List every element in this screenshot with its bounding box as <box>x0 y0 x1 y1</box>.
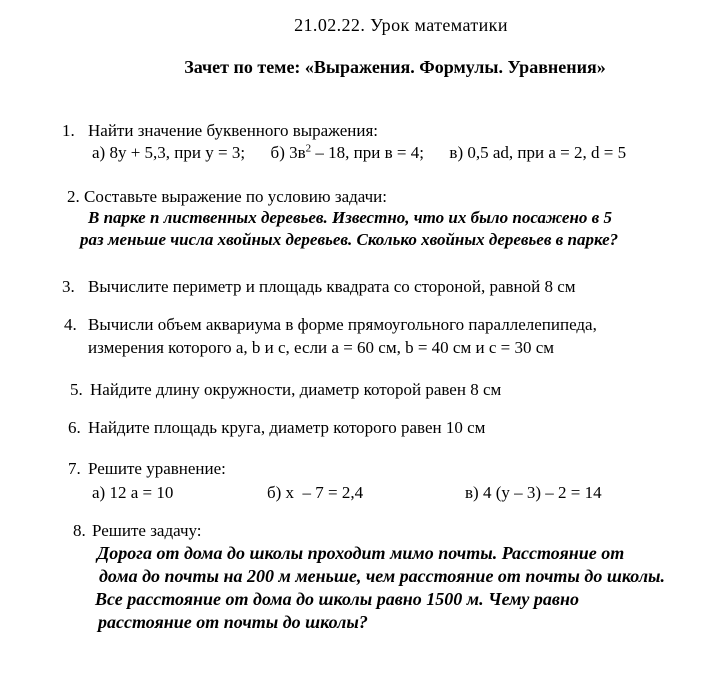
item-6-number: 6. <box>68 418 81 437</box>
item-6-line <box>0 416 726 439</box>
item-5-number: 5. <box>70 380 83 399</box>
equation-a: а) 12 а = 10 <box>92 483 174 502</box>
item-4-line-1 <box>0 313 726 336</box>
problem-text: Дорога от дома до школы проходит мимо почты. Расстояние от <box>97 543 625 563</box>
superscript-exponent: 2 <box>305 142 312 155</box>
item-8-problem-line-4 <box>0 611 726 634</box>
problem-text: В парке n лиственных деревьев. Известно, что их было посажено в 5 <box>88 208 612 227</box>
item-8-text: Решите задачу: <box>92 521 202 540</box>
item-6-text: Найдите площадь круга, диаметр которого равен 10 см <box>88 418 486 437</box>
item-7-line <box>0 457 726 480</box>
problem-text: дома до почты на 200 м меньше, чем расстояние от почты до школы. <box>99 566 666 586</box>
page-subtitle: Зачет по теме: «Выражения. Формулы. Уравнения» <box>184 57 606 77</box>
item-1-text: Найти значение буквенного выражения: <box>88 121 378 140</box>
problem-text: Все расстояние от дома до школы равно 1500 м. Чему равно <box>95 589 579 609</box>
item-2-line <box>0 185 726 208</box>
equation-c: в) 4 (у – 3) – 2 = 14 <box>465 483 602 502</box>
item-1-line <box>0 119 726 142</box>
equation-b: б) х – 7 = 2,4 <box>267 483 364 502</box>
item-1-number: 1. <box>62 121 75 140</box>
item-4-text-continued: измерения которого a, b и c, если a = 60 см, b = 40 см и c = 30 см <box>88 338 555 357</box>
item-1-expressions <box>92 141 626 164</box>
item-8-problem-line-1 <box>0 542 726 565</box>
item-8-problem-line-3 <box>0 588 726 611</box>
item-7-number: 7. <box>68 459 81 478</box>
item-8-number: 8. <box>73 521 86 540</box>
item-2-number: 2. <box>67 187 80 206</box>
item-5-text: Найдите длину окружности, диаметр которой равен 8 см <box>90 380 502 399</box>
expression-post: – 18, при в = 4; в) 0,5 ad, при а = 2, d = 5 <box>311 143 627 162</box>
item-4-text: Вычисли объем аквариума в форме прямоугольного параллелепипеда, <box>88 315 597 334</box>
page-title: 21.02.22. Урок математики <box>294 15 508 35</box>
item-5-line <box>0 378 726 401</box>
item-2-problem-line-2 <box>0 228 726 251</box>
item-3-line <box>0 275 726 298</box>
item-3-number: 3. <box>62 277 75 296</box>
item-3-text: Вычислите периметр и площадь квадрата со стороной, равной 8 см <box>88 277 576 296</box>
item-4-line-2 <box>0 336 726 359</box>
item-7-text: Решите уравнение: <box>88 459 226 478</box>
item-2-text: Составьте выражение по условию задачи: <box>84 187 387 206</box>
problem-text: раз меньше числа хвойных деревьев. Сколько хвойных деревьев в парке? <box>80 230 619 249</box>
problem-text: расстояние от почты до школы? <box>98 612 368 632</box>
item-4-number: 4. <box>64 315 77 334</box>
item-8-problem-line-2 <box>0 565 726 588</box>
item-8-line <box>0 519 726 542</box>
item-1-expressions-line <box>0 141 726 164</box>
expression-pre: а) 8у + 5,3, при у = 3; б) 3в <box>92 143 306 162</box>
item-7-equations-line <box>0 481 726 504</box>
item-2-problem-line-1 <box>0 206 726 229</box>
